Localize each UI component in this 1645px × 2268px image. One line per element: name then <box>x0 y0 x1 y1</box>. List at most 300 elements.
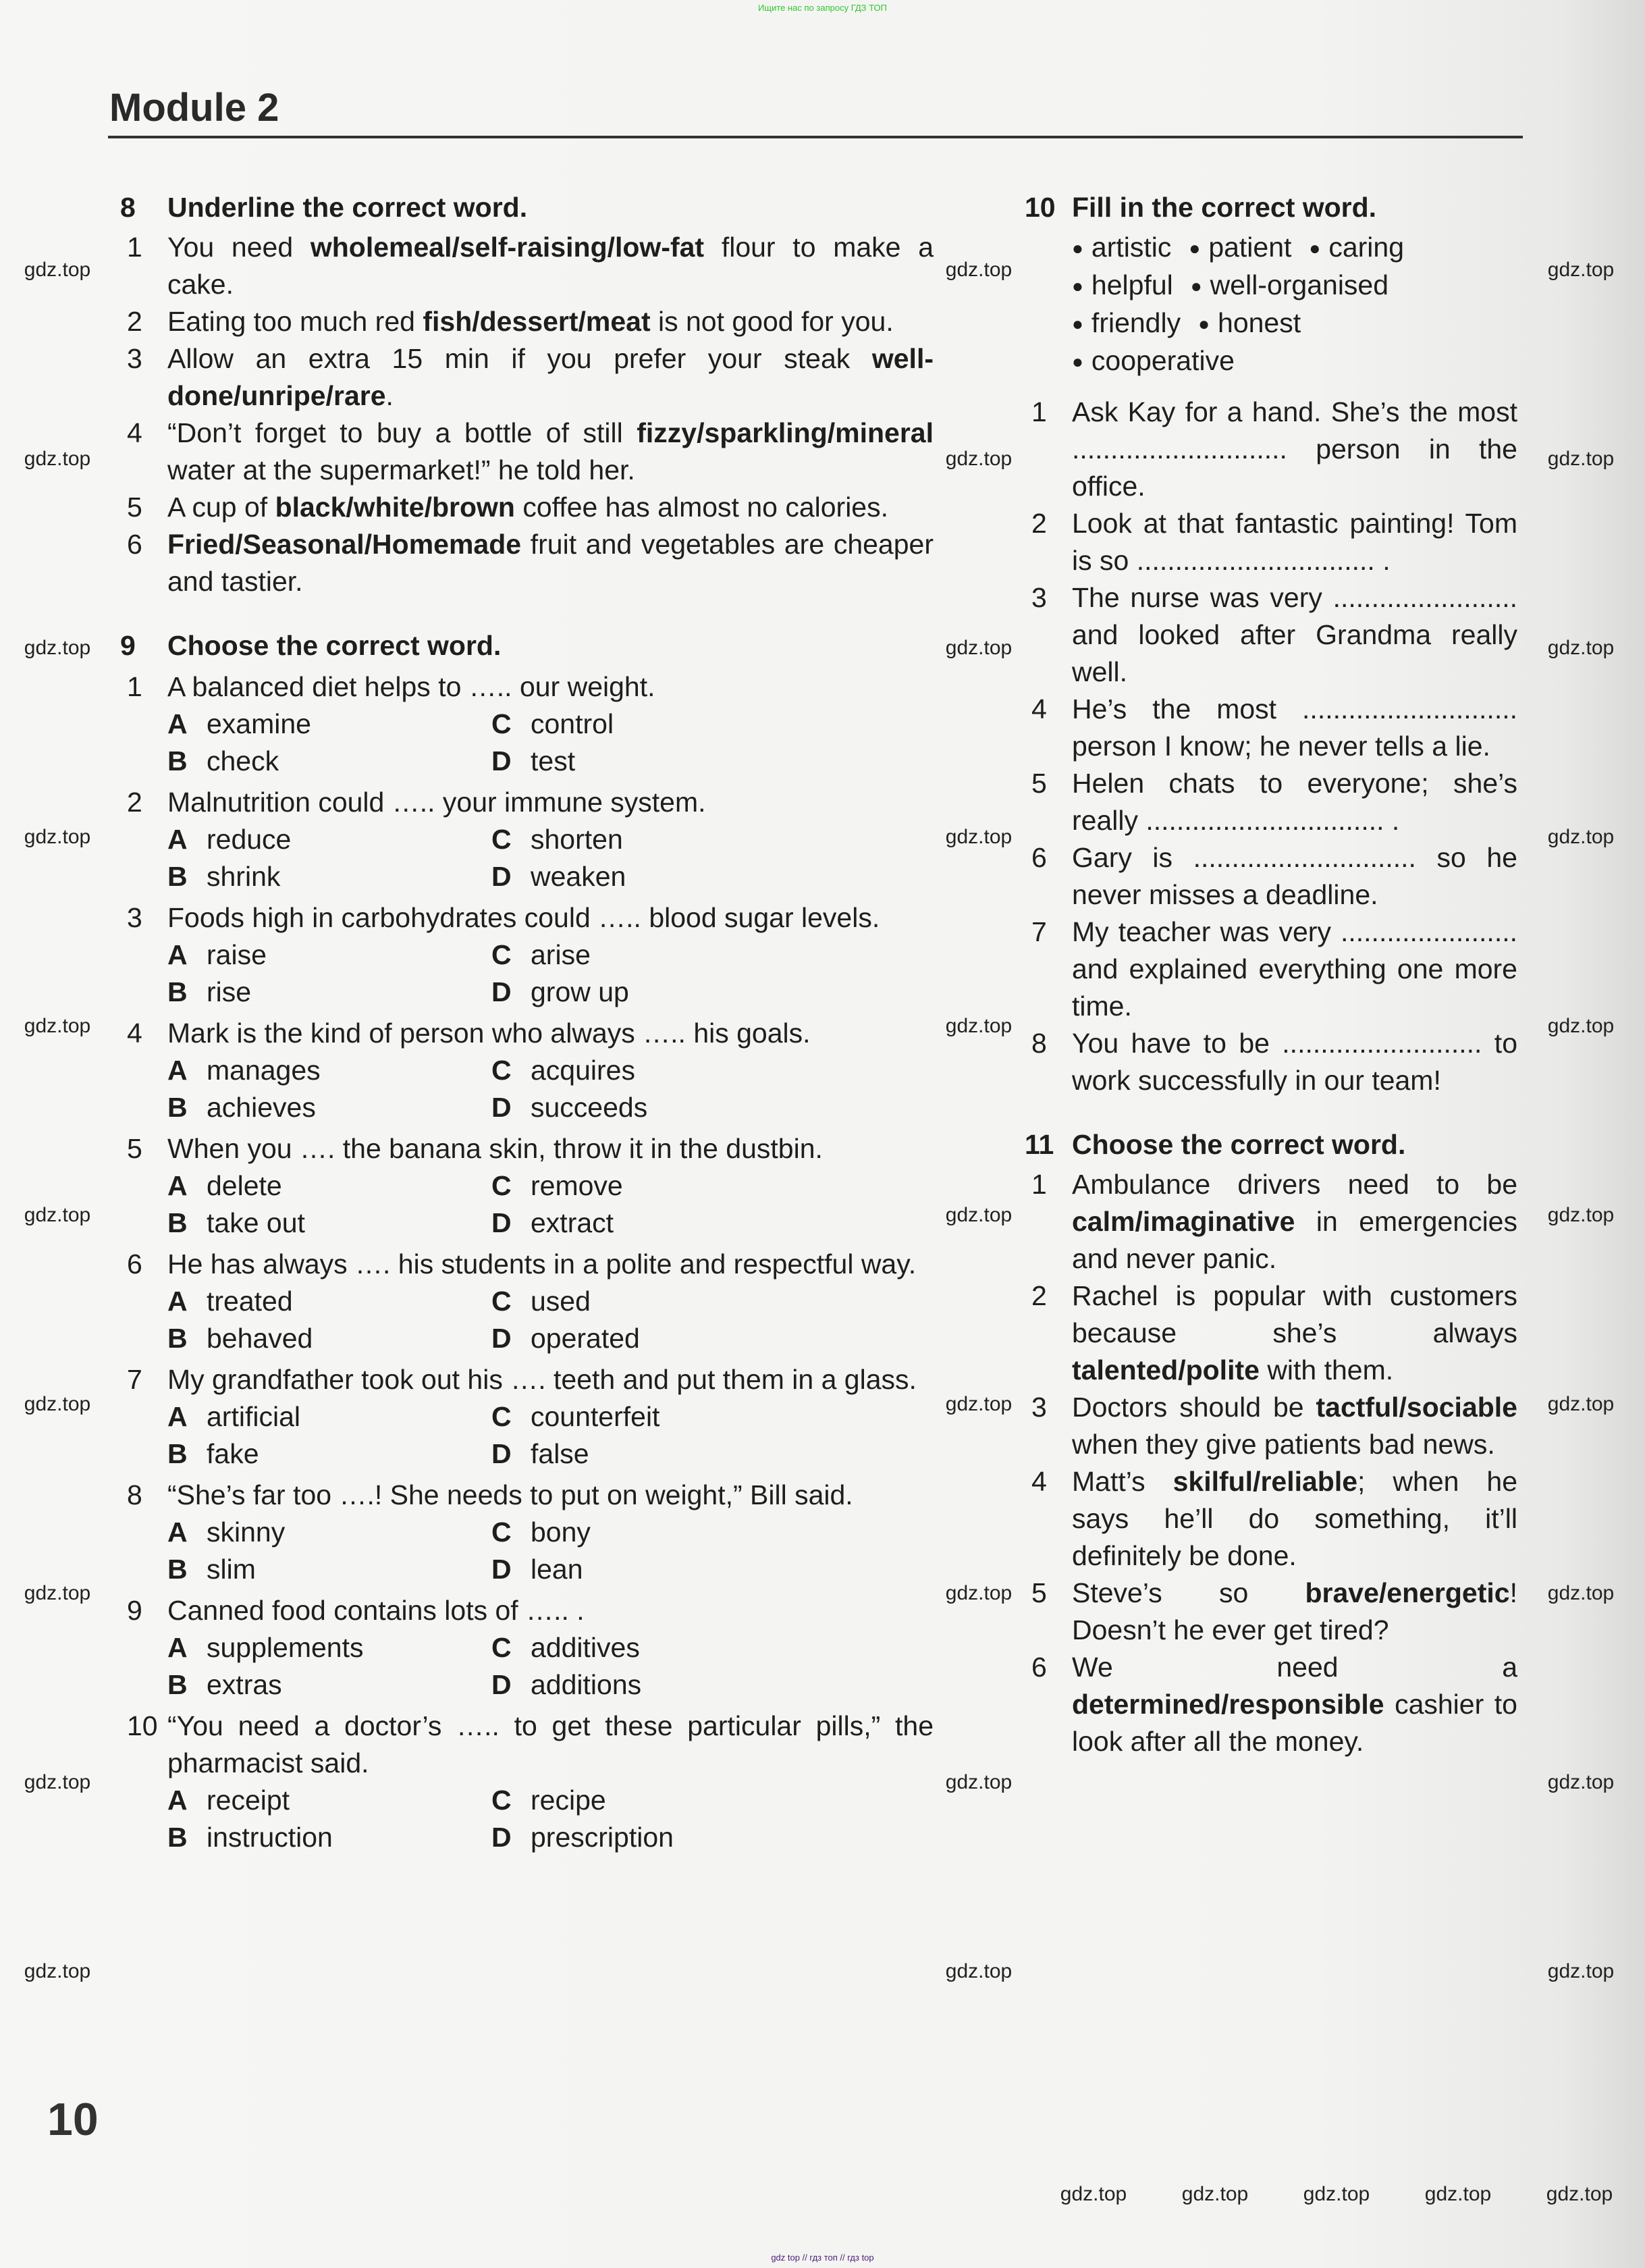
option-letter: A <box>167 1055 188 1086</box>
watermark: gdz.top <box>1547 448 1615 470</box>
exercise-item <box>1025 1389 1517 1463</box>
watermark: gdz.top <box>24 1960 91 1982</box>
option-text: prescription <box>531 1822 674 1853</box>
option-text: false <box>531 1438 589 1469</box>
option-text: check <box>207 745 279 776</box>
item-number: 2 <box>1031 508 1047 539</box>
item-number: 5 <box>127 492 142 523</box>
item-text <box>1072 1463 1517 1575</box>
question-text: Malnutrition could ….. your immune system. <box>167 787 706 818</box>
exercise-item <box>120 303 934 340</box>
item-number: 6 <box>1031 1652 1047 1683</box>
option-letter: B <box>167 1092 188 1123</box>
answer-option <box>167 1167 491 1205</box>
question-text: Canned food contains lots of ….. . <box>167 1595 585 1626</box>
exercise-item <box>1025 1649 1517 1760</box>
exercise-instruction: Fill in the correct word. <box>1072 192 1377 223</box>
option-letter: C <box>491 1785 512 1816</box>
word-choice: well-done/unripe/rare <box>167 343 934 411</box>
watermark: gdz.top <box>945 826 1013 848</box>
right-column <box>1025 189 1517 1787</box>
exercise-number: 10 <box>1025 192 1056 223</box>
option-letter: B <box>167 1669 188 1700</box>
word-choice: brave/energetic <box>1305 1577 1510 1608</box>
option-text: skinny <box>207 1517 286 1548</box>
answer-option <box>167 1398 491 1435</box>
option-text: additives <box>531 1632 640 1663</box>
exercise-item <box>1025 1575 1517 1649</box>
answer-option <box>491 1167 815 1205</box>
text-segment: He’s the most ............................ person I know; he never tells a lie. <box>1072 693 1517 762</box>
question-item <box>120 1130 934 1167</box>
question-item <box>120 899 934 937</box>
item-number: 3 <box>1031 582 1047 613</box>
option-letter: D <box>491 1822 512 1853</box>
item-text <box>1072 839 1517 914</box>
item-text <box>1072 1575 1517 1649</box>
text-segment: Look at that fantastic painting! Tom is so ............................... . <box>1072 508 1517 576</box>
word-row <box>1072 305 1517 342</box>
answer-option <box>491 743 815 780</box>
item-number: 4 <box>1031 1466 1047 1497</box>
word-option: ● artistic <box>1072 229 1171 267</box>
watermark: gdz.top <box>24 1393 91 1415</box>
watermark: gdz.top <box>1547 1204 1615 1226</box>
answer-option <box>167 1283 491 1320</box>
question-item <box>120 1477 934 1514</box>
answer-option <box>491 1089 815 1126</box>
watermark: gdz.top <box>1547 1960 1615 1982</box>
option-letter: D <box>491 1207 512 1238</box>
answer-option <box>491 706 815 743</box>
item-text <box>1072 505 1517 579</box>
answer-option <box>491 1205 815 1242</box>
option-text: weaken <box>531 861 626 892</box>
answer-option <box>491 1666 815 1704</box>
watermark: gdz.top <box>1547 259 1615 281</box>
watermark: gdz.top <box>1181 2183 1249 2205</box>
option-text: raise <box>207 939 267 970</box>
text-segment: with them. <box>1259 1354 1394 1386</box>
answer-option <box>167 821 491 858</box>
question-text: “You need a doctor’s ….. to get these particular pills,” the pharmacist said. <box>167 1710 934 1778</box>
text-segment: Gary is ............................. so he never misses a deadline. <box>1072 842 1517 910</box>
watermark: gdz.top <box>945 1771 1013 1793</box>
item-number: 3 <box>127 902 142 933</box>
question-text: When you …. the banana skin, throw it in the dustbin. <box>167 1133 823 1164</box>
answer-option <box>491 1782 815 1819</box>
exercise-9 <box>120 627 934 1856</box>
word-box <box>1072 229 1517 380</box>
text-segment: when they give patients bad news. <box>1072 1429 1495 1460</box>
option-letter: B <box>167 1554 188 1585</box>
option-letter: A <box>167 824 188 855</box>
watermark: gdz.top <box>945 1582 1013 1604</box>
option-letter: A <box>167 708 188 739</box>
option-letter: D <box>491 1669 512 1700</box>
word-option: ● well-organised <box>1191 267 1388 305</box>
watermark: gdz.top <box>1060 2183 1127 2205</box>
text-segment: My teacher was very ....................... and explained everything one more time. <box>1072 916 1517 1022</box>
watermark: gdz.top <box>1546 2183 1613 2205</box>
watermark: gdz.top <box>24 826 91 848</box>
item-number: 5 <box>1031 768 1047 799</box>
answer-option <box>167 1514 491 1551</box>
watermark: gdz.top <box>945 1393 1013 1415</box>
watermark: gdz.top <box>24 637 91 659</box>
exercise-item <box>1025 765 1517 839</box>
item-number: 1 <box>127 671 142 702</box>
text-segment: A cup of <box>167 492 275 523</box>
module-title: Module 2 <box>109 86 279 130</box>
option-text: reduce <box>207 824 292 855</box>
option-text: artificial <box>207 1401 300 1432</box>
question-item <box>120 1708 934 1782</box>
item-number: 1 <box>127 232 142 263</box>
answer-option <box>491 1320 815 1357</box>
option-text: lean <box>531 1554 583 1585</box>
watermark: gdz.top <box>945 637 1013 659</box>
word-row <box>1072 267 1517 305</box>
answer-option <box>167 974 491 1011</box>
option-letter: B <box>167 1822 188 1853</box>
answer-option <box>491 937 815 974</box>
word-option: ● helpful <box>1072 267 1173 305</box>
option-text: additions <box>531 1669 642 1700</box>
watermark: gdz.top <box>945 1960 1013 1982</box>
word-choice: calm/imaginative <box>1072 1206 1295 1237</box>
option-text: succeeds <box>531 1092 648 1123</box>
exercise-11 <box>1025 1126 1517 1760</box>
answer-option <box>167 1052 491 1089</box>
option-letter: A <box>167 1286 188 1317</box>
answer-option <box>167 706 491 743</box>
item-text <box>167 303 934 340</box>
exercise-item <box>1025 1463 1517 1575</box>
option-text: receipt <box>207 1785 290 1816</box>
option-letter: B <box>167 1438 188 1469</box>
exercise-number: 8 <box>120 192 136 223</box>
footer-note: gdz top // гдз топ // гдз top <box>771 2252 874 2263</box>
left-column <box>120 189 934 1883</box>
exercise-item <box>1025 914 1517 1025</box>
option-text: counterfeit <box>531 1401 660 1432</box>
text-segment: ; when he says he’ll do something, it’ll definitely be done. <box>1072 1466 1518 1571</box>
item-number: 1 <box>1031 396 1047 427</box>
exercise-heading <box>120 189 934 226</box>
item-number: 4 <box>127 417 142 448</box>
item-number: 9 <box>127 1595 142 1626</box>
item-number: 1 <box>1031 1169 1047 1200</box>
text-segment: Doctors should be <box>1072 1392 1316 1423</box>
answer-option <box>491 1283 815 1320</box>
option-text: slim <box>207 1554 256 1585</box>
word-option: ● honest <box>1198 305 1301 342</box>
option-letter: A <box>167 1401 188 1432</box>
answer-option <box>167 1629 491 1666</box>
item-number: 2 <box>127 787 142 818</box>
option-letter: B <box>167 861 188 892</box>
text-segment: in emergencies and never panic. <box>1072 1206 1517 1274</box>
text-segment: coffee has almost no calories. <box>514 492 888 523</box>
item-text <box>1072 394 1517 505</box>
answer-option <box>491 1629 815 1666</box>
item-number: 7 <box>1031 916 1047 947</box>
exercise-instruction: Choose the correct word. <box>1072 1129 1406 1160</box>
watermark: gdz.top <box>945 1015 1013 1037</box>
answer-options <box>167 1167 934 1242</box>
exercise-item <box>1025 1025 1517 1099</box>
text-segment: Allow an extra 15 min if you prefer your steak <box>167 343 872 374</box>
exercise-heading <box>1025 1126 1517 1163</box>
option-text: test <box>531 745 576 776</box>
text-segment: Ask Kay for a hand. She’s the most ............................ person in the office. <box>1072 396 1517 502</box>
option-text: take out <box>207 1207 305 1238</box>
option-text: acquires <box>531 1055 635 1086</box>
answer-option <box>491 821 815 858</box>
item-number: 4 <box>127 1018 142 1049</box>
option-text: instruction <box>207 1822 333 1853</box>
exercise-item <box>120 229 934 303</box>
answer-option <box>491 1052 815 1089</box>
option-text: used <box>531 1286 591 1317</box>
option-letter: D <box>491 1438 512 1469</box>
watermark: gdz.top <box>1424 2183 1492 2205</box>
answer-option <box>167 1089 491 1126</box>
option-text: behaved <box>207 1323 313 1354</box>
text-segment: Ambulance drivers need to be <box>1072 1169 1517 1200</box>
item-text <box>1072 1277 1517 1389</box>
item-text <box>167 489 934 526</box>
watermark: gdz.top <box>24 1204 91 1226</box>
word-option: ● cooperative <box>1072 342 1235 380</box>
exercise-number: 11 <box>1025 1129 1054 1160</box>
question-item <box>120 668 934 706</box>
watermark: gdz.top <box>1303 2183 1370 2205</box>
exercise-item <box>120 489 934 526</box>
item-text <box>167 340 934 415</box>
answer-option <box>167 1819 491 1856</box>
option-text: rise <box>207 976 252 1007</box>
option-text: operated <box>531 1323 640 1354</box>
text-segment: . <box>385 380 394 411</box>
item-number: 3 <box>1031 1392 1047 1423</box>
option-text: extract <box>531 1207 614 1238</box>
item-text <box>1072 1389 1517 1463</box>
option-letter: C <box>491 1055 512 1086</box>
title-divider <box>108 136 1523 138</box>
question-item <box>120 784 934 821</box>
text-segment: water at the supermarket!” he told her. <box>167 454 635 485</box>
item-text <box>1072 1025 1517 1099</box>
word-choice: fizzy/sparkling/mineral <box>637 417 934 448</box>
item-text <box>1072 579 1517 691</box>
word-choice: black/white/brown <box>275 492 515 523</box>
word-choice: skilful/reliable <box>1172 1466 1358 1497</box>
option-text: control <box>531 708 614 739</box>
search-hint-banner: Ищите нас по запросу ГДЗ ТОП <box>758 3 887 13</box>
text-segment: Rachel is popular with customers because she’s always <box>1072 1280 1517 1348</box>
answer-option <box>167 1782 491 1819</box>
item-text <box>167 229 934 303</box>
option-letter: D <box>491 1554 512 1585</box>
answer-option <box>491 1514 815 1551</box>
answer-options <box>167 1629 934 1704</box>
watermark: gdz.top <box>1547 1015 1615 1037</box>
item-text <box>167 415 934 489</box>
item-number: 6 <box>127 1248 142 1280</box>
option-letter: C <box>491 824 512 855</box>
option-letter: A <box>167 1517 188 1548</box>
option-letter: C <box>491 939 512 970</box>
item-text <box>167 526 934 600</box>
text-segment: ! Doesn’t he ever get tired? <box>1072 1577 1517 1645</box>
question-text: A balanced diet helps to ….. our weight. <box>167 671 655 702</box>
answer-options <box>167 1283 934 1357</box>
watermark: gdz.top <box>24 259 91 281</box>
watermark: gdz.top <box>24 1015 91 1037</box>
option-text: extras <box>207 1669 282 1700</box>
option-text: grow up <box>531 976 629 1007</box>
answer-options <box>167 1052 934 1126</box>
answer-options <box>167 1514 934 1588</box>
option-letter: A <box>167 939 188 970</box>
question-item <box>120 1015 934 1052</box>
word-choice: wholemeal/self-raising/low-fat <box>310 232 705 263</box>
item-number: 7 <box>127 1364 142 1395</box>
option-letter: A <box>167 1170 188 1201</box>
option-text: shrink <box>207 861 281 892</box>
answer-option <box>491 858 815 895</box>
option-letter: B <box>167 976 188 1007</box>
question-text: Mark is the kind of person who always ….. his goals. <box>167 1018 811 1049</box>
exercise-item <box>1025 1277 1517 1389</box>
item-number: 8 <box>127 1479 142 1510</box>
item-text <box>1072 1649 1517 1760</box>
answer-options <box>167 821 934 895</box>
option-text: treated <box>207 1286 293 1317</box>
question-item <box>120 1592 934 1629</box>
option-letter: A <box>167 1785 188 1816</box>
answer-option <box>167 1205 491 1242</box>
option-letter: C <box>491 1517 512 1548</box>
item-number: 6 <box>1031 842 1047 873</box>
answer-option <box>491 974 815 1011</box>
exercise-item <box>120 415 934 489</box>
text-segment: Steve’s so <box>1072 1577 1305 1608</box>
word-row <box>1072 342 1517 380</box>
exercise-heading <box>120 627 934 664</box>
text-segment: You need <box>167 232 311 263</box>
option-letter: C <box>491 1170 512 1201</box>
question-text: “She’s far too ….! She needs to put on weight,” Bill said. <box>167 1479 853 1510</box>
answer-option <box>491 1398 815 1435</box>
question-item <box>120 1246 934 1283</box>
answer-option <box>167 1551 491 1588</box>
watermark: gdz.top <box>1547 1771 1615 1793</box>
text-segment: flour to make a cake. <box>167 232 934 300</box>
word-choice: fish/dessert/meat <box>423 306 651 337</box>
watermark: gdz.top <box>1547 826 1615 848</box>
exercise-number: 9 <box>120 630 136 661</box>
option-text: bony <box>531 1517 591 1548</box>
exercise-10 <box>1025 189 1517 1099</box>
word-option: ● caring <box>1309 229 1404 267</box>
exercise-item <box>1025 1166 1517 1277</box>
watermark: gdz.top <box>24 448 91 470</box>
answer-option <box>167 858 491 895</box>
word-choice: tactful/sociable <box>1316 1392 1517 1423</box>
exercise-item <box>1025 394 1517 505</box>
option-letter: D <box>491 1092 512 1123</box>
item-number: 3 <box>127 343 142 374</box>
item-text <box>1072 691 1517 765</box>
item-number: 2 <box>1031 1280 1047 1311</box>
watermark: gdz.top <box>945 259 1013 281</box>
watermark: gdz.top <box>24 1582 91 1604</box>
answer-option <box>491 1435 815 1473</box>
watermark: gdz.top <box>1547 1582 1615 1604</box>
option-letter: D <box>491 861 512 892</box>
option-text: manages <box>207 1055 321 1086</box>
word-option: ● friendly <box>1072 305 1181 342</box>
exercise-item <box>120 526 934 600</box>
question-text: He has always …. his students in a polite and respectful way. <box>167 1248 917 1280</box>
option-letter: C <box>491 1286 512 1317</box>
watermark: gdz.top <box>945 1204 1013 1226</box>
item-text <box>1072 765 1517 839</box>
option-text: recipe <box>531 1785 606 1816</box>
exercise-instruction: Choose the correct word. <box>167 630 502 661</box>
answer-option <box>167 1666 491 1704</box>
option-letter: B <box>167 1323 188 1354</box>
text-segment: fruit and vegetables are cheaper and tastier. <box>167 529 934 597</box>
watermark: gdz.top <box>1547 1393 1615 1415</box>
exercise-item <box>120 340 934 415</box>
option-text: achieves <box>207 1092 316 1123</box>
item-number: 2 <box>127 306 142 337</box>
option-text: arise <box>531 939 591 970</box>
option-letter: A <box>167 1632 188 1663</box>
text-segment: cashier to look after all the money. <box>1072 1689 1517 1757</box>
item-number: 4 <box>1031 693 1047 724</box>
exercise-heading <box>1025 189 1517 226</box>
watermark: gdz.top <box>1547 637 1615 659</box>
exercise-item <box>1025 691 1517 765</box>
option-letter: D <box>491 745 512 776</box>
answer-option <box>491 1551 815 1588</box>
question-item <box>120 1361 934 1398</box>
answer-option <box>167 1320 491 1357</box>
option-letter: D <box>491 1323 512 1354</box>
item-text <box>1072 1166 1517 1277</box>
answer-options <box>167 1782 934 1856</box>
exercise-8 <box>120 189 934 600</box>
item-text <box>1072 914 1517 1025</box>
word-choice: determined/responsible <box>1072 1689 1384 1720</box>
item-number: 8 <box>1031 1028 1047 1059</box>
answer-options <box>167 1398 934 1473</box>
question-text: My grandfather took out his …. teeth and put them in a glass. <box>167 1364 917 1395</box>
word-option: ● patient <box>1189 229 1291 267</box>
text-segment: Matt’s <box>1072 1466 1173 1497</box>
item-number: 5 <box>127 1133 142 1164</box>
option-letter: D <box>491 976 512 1007</box>
answer-options <box>167 937 934 1011</box>
answer-option <box>167 1435 491 1473</box>
word-choice: Fried/Seasonal/Homemade <box>167 529 522 560</box>
option-text: examine <box>207 708 311 739</box>
